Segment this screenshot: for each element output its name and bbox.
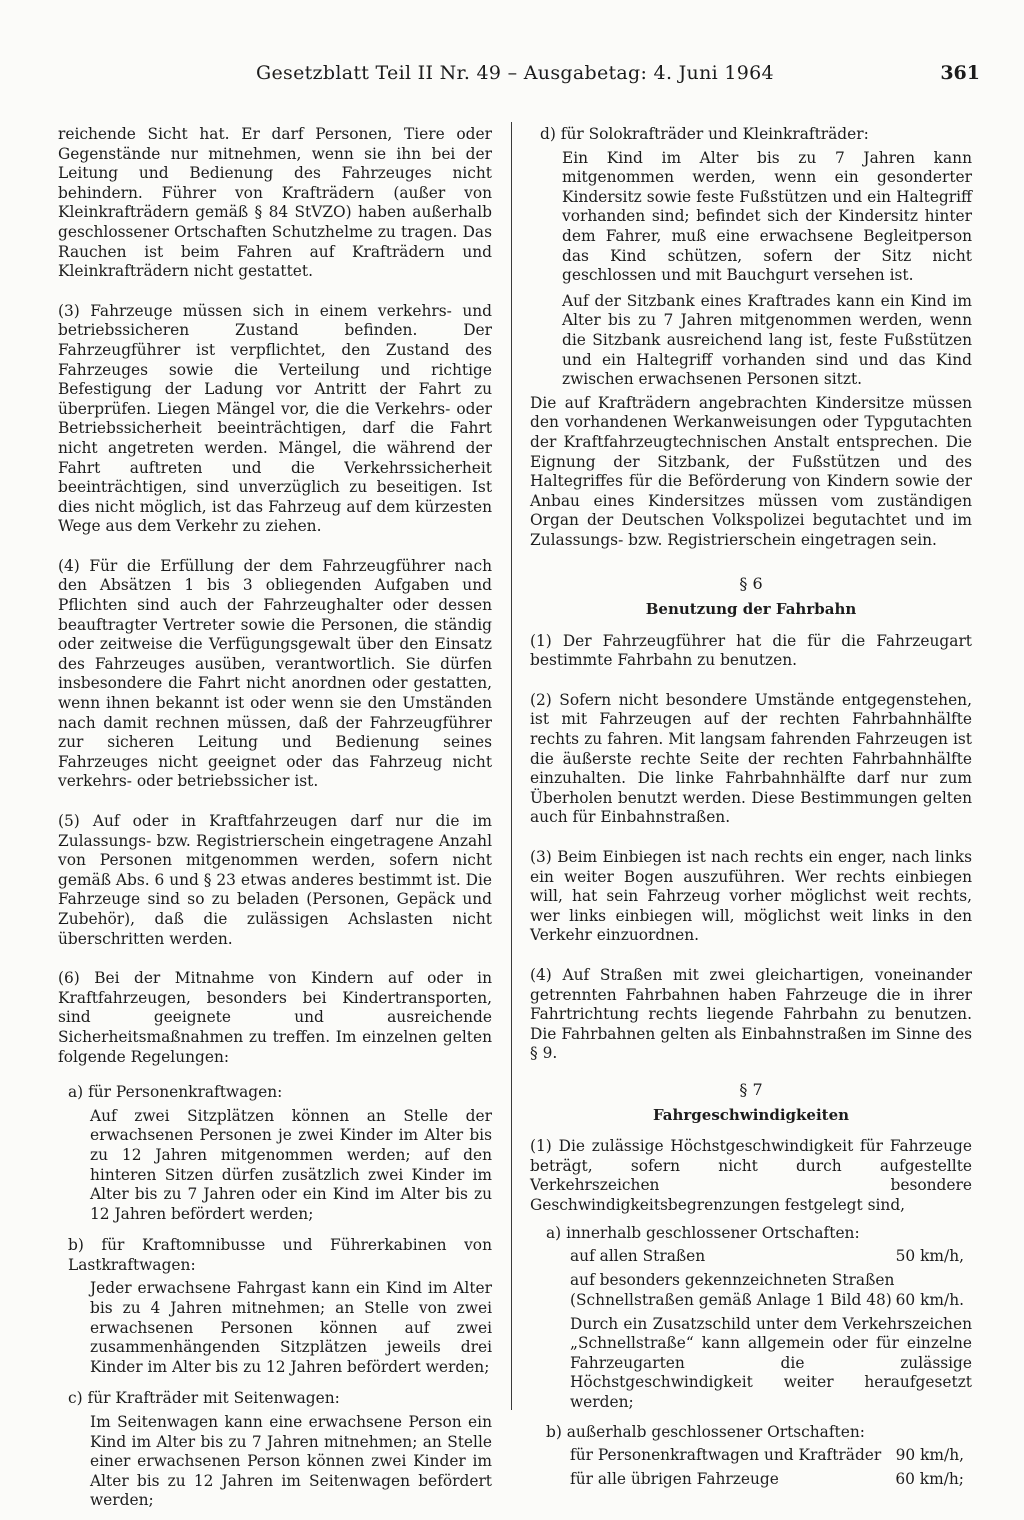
section-6-paragraph-2: (2) Sofern nicht besondere Umstände entgegenstehen, ist mit Fahrzeugen auf der rechten Fahrbahnhälfte rechts zu fahren. Mit langsam fahrenden Fahrzeugen ist die äußerste rechte Seite der rechten Fahrbahnhälfte einzuhalten. Die linke Fahrbahnhälfte darf nur zum Überholen benutzt werden. Diese Bestimmungen gelten auch für Einbahnstraßen. [530,690,972,827]
list-item-c-text: Im Seitenwagen kann eine erwachsene Person ein Kind im Alter bis zu 7 Jahren mitnehmen; an Stelle einer erwachsenen Person können zwei Kinder im Alter bis zu 12 Jahren im Seitenwagen befördert werden; [90,1413,492,1510]
list-item-b-body [58,1279,492,1377]
speed-row-label: (Schnellstraßen gemäß Anlage 1 Bild 48) [570,1290,892,1309]
speed-row-value: 90 km/h, [895,1446,964,1465]
section-6-paragraph-3: (3) Beim Einbiegen ist nach rechts ein enger, nach links ein weiter Bogen auszuführen. Wer rechts einbiegen will, hat sein Fahrzeug vorher möglichst weit rechts, wer links einbiegen will, möglichst weit links in den Verkehr einzuordnen. [530,848,972,945]
section-7-paragraph-1: (1) Die zulässige Höchstgeschwindigkeit für Fahrzeuge beträgt, sofern nicht durch aufgestellte Verkehrszeichen besondere Geschwindigkeitsbegrenzungen festgelegt sind, [530,1137,972,1214]
list-item-b-text: Jeder erwachsene Fahrgast kann ein Kind im Alter bis zu 4 Jahren mitnehmen; an Stelle von zwei erwachsenen Personen können auf zwei zusammenhängenden Sitzplätzen jeweils drei Kinder im Alter bis zu 12 Jahren befördert werden; [90,1279,492,1376]
speed-row-value: 60 km/h. [895,1290,964,1309]
paragraph-6: (6) Bei der Mitnahme von Kindern auf oder in Kraftfahrzeugen, besonders bei Kindertransporten, sind geeignete und ausreichende Sicherheitsmaßnahmen zu treffen. Im einzelnen gelten folgende Regelungen: [58,969,492,1066]
list-item-a-text: Auf zwei Sitzplätzen können an Stelle der erwachsenen Personen je zwei Kinder im Alter bis zu 12 Jahren mitgenommen werden; auf den hinteren Sitzen dürfen zusätzlich zwei Kinder im Alter bis zu 7 Jahren oder ein Kind im Alter bis zu 12 Jahren befördert werden; [90,1106,492,1223]
gazette-title: Gesetzblatt Teil II Nr. 49 – Ausgabetag: 4. Juni 1964 [256,62,774,84]
list-item-a-label: a) für Personenkraftwagen: [68,1083,283,1102]
list-item-d-label: d) für Solokrafträder und Kleinkrafträder: [540,125,869,143]
page-header [0,62,1024,92]
list-item-a-body [58,1107,492,1225]
section-6-title: Benutzung der Fahrbahn [645,600,857,619]
list-item-d-text-2: Auf der Sitzbank eines Kraftrades kann ein Kind im Alter bis zu 7 Jahren mitgenommen werden, wenn die Sitzbank ausreichend lang ist, feste Fußstützen und ein Haltegriff vorhanden sind und das Kind zwischen erwachsenen Personen sitzt. [562,291,972,389]
speed-note: Durch ein Zusatzschild unter dem Verkehrszeichen „Schnellstraße“ kann allgemein oder für einzelne Fahrzeugarten die zulässige Höchstgeschwindigkeit weiter heraufgesetzt werden; [570,1314,972,1412]
child-seat-paragraph: Die auf Krafträdern angebrachten Kindersitze müssen den vorhandenen Werkanweisungen oder Typgutachten der Kraftfahrzeugtechnischen Anstalt entsprechen. Die Eignung der Sitzbank, der Fußstützen und des Haltegriffes für die Beförderung von Kindern sowie der Anbau eines Kindersitzes müssen vom zuständigen Organ der Deutschen Volkspolizei begutachtet und im Zulassungs- bzw. Registrierschein eingetragen sein. [530,393,972,549]
speed-row-all-streets [570,1247,972,1267]
section-6-paragraph-1: (1) Der Fahrzeugführer hat die für die Fahrzeugart bestimmte Fahrbahn zu benutzen. [530,631,972,670]
speed-list-a-label: a) innerhalb geschlossener Ortschaften: [546,1223,860,1242]
speed-list-b-label: b) außerhalb geschlossener Ortschaften: [546,1422,865,1441]
section-7-number: § 7 [739,1079,763,1099]
left-column [58,125,492,1511]
paragraph-3: (3) Fahrzeuge müssen sich in einem verkehrs- und betriebssicheren Zustand befinden. Der Fahrzeugführer ist verpflichtet, den Zustand des Fahrzeuges sowie die Verteilung und richtige Befestigung der Ladung vor Antritt der Fahrt zu überprüfen. Liegen Mängel vor, die die Verkehrs- oder Betriebssicherheit beeinträchtigen, darf die Fahrt nicht angetreten werden. Mängel, die während der Fahrt auftreten und die Verkehrssicherheit beeinträchtigen, sind unverzüglich zu beseitigen. Ist dies nicht möglich, ist das Fahrzeug auf dem kürzesten Wege aus dem Verkehr zu ziehen. [58,301,492,536]
right-column [530,125,972,1490]
list-item-c-label: c) für Krafträder mit Seitenwagen: [68,1389,340,1408]
list-item-b-label: b) für Kraftomnibusse und Führerkabinen von Lastkraftwagen: [68,1236,492,1274]
speed-row-value: 50 km/h, [895,1247,964,1266]
list-item-c-body [58,1413,492,1511]
section-7-title: Fahrgeschwindigkeiten [652,1105,850,1124]
speed-row-label: auf allen Straßen [570,1247,706,1266]
speed-row-other-vehicles [570,1470,972,1490]
column-divider [511,122,512,1410]
speed-row-label: für Personenkraftwagen und Krafträder [570,1446,882,1465]
speed-list-a-body [530,1247,972,1413]
page-number: 361 [940,62,980,84]
speed-row-value: 60 km/h; [895,1470,964,1489]
speed-list-b-body [530,1446,972,1490]
speed-row-expressway [570,1291,972,1311]
list-item-d-text-1: Ein Kind im Alter bis zu 7 Jahren kann mitgenommen werden, wenn ein gesonderter Kindersitz sowie feste Fußstützen und ein Haltegriff vorhanden sind; befindet sich der Kindersitz hinter dem Fahrer, muß eine erwachsene Begleitperson das Kind schützen, sofern der Sitz nicht geschlossen und mit Bauchgurt versehen ist. [562,148,972,285]
speed-row-label: für alle übrigen Fahrzeuge [570,1470,779,1489]
paragraph-5: (5) Auf oder in Kraftfahrzeugen darf nur die im Zulassungs- bzw. Registrierschein eingetragene Anzahl von Personen mitgenommen werden, sofern nicht gemäß Abs. 6 und § 23 etwas anderes bestimmt ist. Die Fahrzeuge sind so zu beladen (Personen, Gepäck und Zubehör), daß die zulässigen Achslasten nicht überschritten werden. [58,812,492,948]
speed-row-marked-streets-label: auf besonders gekennzeichneten Straßen [570,1271,895,1290]
list-item-d-body [530,149,972,390]
section-6-number: § 6 [739,574,763,594]
section-6-paragraph-4: (4) Auf Straßen mit zwei gleichartigen, voneinander getrennten Fahrbahnen haben Fahrzeuge die in ihrer Fahrtrichtung rechts liegende Fahrbahn zu benutzen. Die Fahrbahnen gelten als Einbahnstraßen im Sinne des § 9. [530,965,972,1063]
paragraph-4: (4) Für die Erfüllung der dem Fahrzeugführer nach den Absätzen 1 bis 3 obliegenden Aufgaben und Pflichten sind auch der Fahrzeughalter oder dessen beauftragter Vertreter sowie die Personen, die ständig oder zeitweise die Verfügungsgewalt über den Einsatz des Fahrzeuges ausüben, verantwortlich. Sie dürfen insbesondere die Fahrt nicht anordnen oder gestatten, wenn ihnen bekannt ist oder wenn sie den Umständen nach damit rechnen müssen, daß der Fahrzeugführer zur sicheren Leitung und Bedienung seines Fahrzeuges nicht geeignet oder das Fahrzeug nicht verkehrs- oder betriebssicher ist. [58,556,492,791]
paragraph-continuation: reichende Sicht hat. Er darf Personen, Tiere oder Gegenstände nur mitnehmen, wenn sie ihn bei der Leitung und Bedienung des Fahrzeuges nicht behindern. Führer von Krafträdern (außer von Kleinkrafträdern gemäß § 84 StVZO) haben außerhalb geschlossener Ortschaften Schutzhelme zu tragen. Das Rauchen ist beim Fahren auf Krafträdern und Kleinkrafträdern nicht gestattet. [58,125,492,281]
speed-row-cars-motorcycles [570,1446,972,1466]
